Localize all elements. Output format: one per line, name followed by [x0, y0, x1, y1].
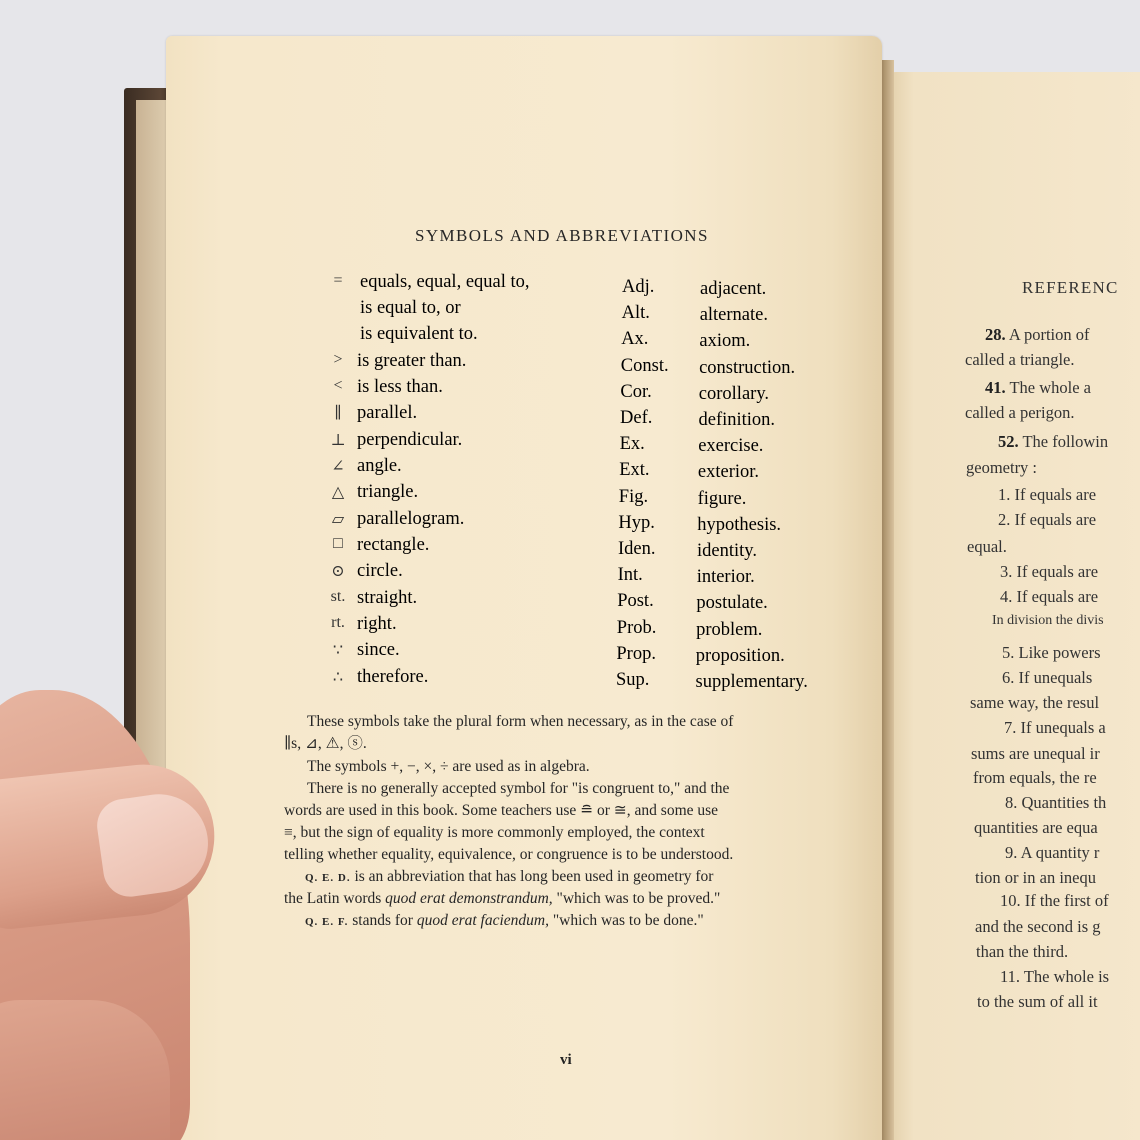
symbol-meaning: is equivalent to.	[360, 324, 478, 344]
abbreviation-meaning: adjacent.	[700, 279, 767, 299]
note-congruent-line-3: ≡, but the sign of equality is more commonly employed, the context	[284, 824, 705, 841]
abbreviation: Ex.	[619, 434, 645, 454]
symbol-meaning: therefore.	[357, 667, 429, 687]
right-page-line	[1000, 891, 1109, 911]
right-page-line	[975, 917, 1101, 937]
right-page-line	[998, 485, 1096, 505]
abbreviation: Post.	[617, 591, 654, 611]
symbol-meaning: angle.	[357, 456, 402, 476]
note-congruent-line-2: words are used in this book. Some teachers use ≘ or ≅, and some use	[284, 802, 719, 819]
right-page-line	[1000, 967, 1109, 987]
symbol-glyph: =	[333, 272, 343, 289]
page-title: SYMBOLS AND ABBREVIATIONS	[415, 226, 709, 245]
symbol-meaning: parallelogram.	[357, 509, 465, 529]
right-page-line	[1004, 718, 1106, 738]
right-page-line	[966, 458, 1037, 478]
page-number: vi	[560, 1052, 572, 1068]
symbol-glyph: ⊙	[331, 563, 345, 580]
abbreviation-meaning: figure.	[697, 489, 747, 509]
abbreviation: Def.	[620, 408, 653, 428]
right-page-title: REFERENC	[1022, 278, 1119, 297]
reference-text: 1. If equals are	[998, 485, 1097, 504]
abbreviation: Int.	[617, 565, 643, 585]
right-page-line	[971, 744, 1100, 764]
right-page-line	[998, 510, 1096, 530]
abbreviation: Ax.	[621, 329, 649, 349]
reference-text: 2. If equals are	[998, 510, 1097, 529]
abbreviation-meaning: supplementary.	[695, 672, 808, 692]
reference-text: 4. If equals are	[1000, 587, 1099, 606]
symbol-glyph: rt.	[331, 614, 345, 631]
qed-translation: "which was to be proved."	[552, 890, 721, 907]
note-plural-line-2: ∥s, ⊿, ⚠, ⓢ.	[284, 735, 367, 752]
note-plural-line-1: These symbols take the plural form when necessary, as in the case of	[307, 713, 734, 730]
symbol-glyph: △	[331, 484, 345, 501]
abbreviation-meaning: alternate.	[699, 305, 768, 325]
right-page-line	[967, 537, 1007, 557]
reference-number: 52.	[998, 432, 1019, 451]
reference-text: 8. Quantities th	[1005, 793, 1107, 812]
note-congruent-line-1: There is no generally accepted symbol for "is congruent to," and the	[307, 780, 730, 797]
symbol-meaning: triangle.	[357, 482, 419, 502]
symbol-meaning: rectangle.	[357, 535, 430, 555]
symbol-glyph: >	[333, 351, 343, 368]
reference-text: 11. The whole is	[1000, 967, 1110, 986]
symbol-meaning: right.	[357, 614, 397, 634]
reference-text: sums are unequal ir	[971, 744, 1100, 763]
abbreviation-meaning: interior.	[696, 567, 755, 587]
right-page-line	[970, 693, 1099, 713]
reference-text: A portion of	[1005, 325, 1090, 344]
qed-text: is an abbreviation that has long been used in geometry for	[354, 868, 714, 885]
reference-text: quantities are equa	[974, 818, 1098, 837]
reference-text: 9. A quantity r	[1005, 843, 1100, 862]
abbreviation-meaning: proposition.	[695, 646, 785, 666]
note-qed-line-1	[305, 866, 713, 889]
qed-latin-intro: the Latin words	[284, 890, 386, 907]
reference-text: equal.	[967, 537, 1007, 556]
reference-text: 6. If unequals	[1002, 668, 1093, 687]
reference-number: 41.	[985, 378, 1006, 397]
abbreviation: Sup.	[616, 670, 650, 690]
reference-text: The whole a	[1005, 378, 1092, 397]
abbreviation: Ext.	[619, 460, 650, 480]
abbreviation: Const.	[620, 356, 669, 376]
reference-text: 10. If the first of	[1000, 891, 1109, 910]
symbol-meaning: straight.	[357, 588, 418, 608]
abbreviation-meaning: exterior.	[697, 462, 760, 482]
right-page-line	[985, 378, 1091, 398]
reference-text: tion or in an inequ	[975, 868, 1096, 887]
reference-text: The followin	[1018, 432, 1109, 451]
abbreviation: Hyp.	[618, 513, 655, 533]
symbol-glyph: st.	[330, 588, 346, 605]
reference-number: 28.	[985, 325, 1006, 344]
abbreviation-meaning: exercise.	[698, 436, 764, 456]
right-page-line	[985, 325, 1090, 345]
symbol-glyph: ∴	[332, 669, 344, 686]
right-page-line	[1002, 668, 1092, 688]
note-qed-line-2	[284, 888, 720, 910]
symbol-glyph: ∥	[334, 405, 342, 422]
abbreviation-meaning: identity.	[697, 541, 757, 561]
symbol-meaning: is less than.	[357, 377, 443, 397]
right-page-line	[965, 350, 1074, 370]
right-page-line	[965, 403, 1075, 423]
reference-text: same way, the resul	[970, 693, 1100, 712]
qed-abbreviation: Q. E. D.	[305, 872, 351, 884]
right-page-line	[1000, 562, 1098, 582]
qef-abbreviation: Q. E. F.	[305, 916, 349, 928]
qed-latin: quod erat demonstrandum,	[385, 890, 553, 907]
reference-text: and the second is g	[975, 917, 1101, 936]
reference-text: 7. If unequals a	[1004, 718, 1106, 737]
symbol-meaning: is greater than.	[357, 351, 467, 371]
note-congruent-line-4: telling whether equality, equivalence, or congruence is to be understood.	[284, 846, 734, 863]
abbreviation: Adj.	[622, 277, 655, 297]
right-page-line	[974, 818, 1098, 838]
left-page	[166, 36, 882, 1140]
finger	[0, 1000, 170, 1140]
reference-text: to the sum of all it	[977, 992, 1098, 1011]
note-algebra: The symbols +, −, ×, ÷ are used as in algebra.	[307, 758, 590, 775]
abbreviation: Prob.	[616, 618, 657, 638]
reference-text: than the third.	[976, 942, 1069, 961]
reference-text: called a triangle.	[965, 350, 1075, 369]
abbreviation-meaning: construction.	[699, 358, 796, 378]
reference-text: from equals, the re	[973, 768, 1097, 787]
reference-text: geometry :	[966, 458, 1038, 477]
symbol-meaning: parallel.	[357, 403, 418, 423]
symbol-glyph: ▱	[331, 511, 345, 528]
abbreviation: Prop.	[616, 644, 656, 664]
right-page-line	[1002, 643, 1101, 663]
note-qef	[305, 910, 704, 933]
qef-intro: stands for	[348, 912, 417, 929]
reference-text: In division the divis	[992, 613, 1104, 628]
abbreviation-meaning: problem.	[696, 620, 763, 640]
symbol-glyph: ∠	[331, 458, 345, 475]
abbreviation: Fig.	[618, 487, 649, 507]
symbol-glyph: ⊥	[330, 432, 346, 449]
symbol-glyph: ∵	[332, 642, 344, 659]
reference-text: called a perigon.	[965, 403, 1075, 422]
right-page-line	[973, 768, 1097, 788]
symbol-meaning: is equal to, or	[360, 298, 461, 318]
right-page-line	[976, 942, 1068, 962]
abbreviation-meaning: corollary.	[698, 384, 769, 404]
symbol-meaning: perpendicular.	[357, 430, 463, 450]
right-page-line	[1005, 793, 1106, 813]
qef-latin: quod erat faciendum,	[416, 912, 549, 929]
right-page-line	[1000, 587, 1098, 607]
right-page-line	[998, 432, 1108, 452]
right-page-line	[992, 613, 1104, 629]
right-page-line	[1005, 843, 1099, 863]
right-page-line	[975, 868, 1096, 888]
abbreviation-meaning: definition.	[698, 410, 776, 430]
symbol-meaning: since.	[357, 640, 400, 660]
symbol-glyph: □	[333, 535, 343, 552]
qef-translation: "which was to be done."	[548, 912, 704, 929]
symbol-meaning: equals, equal, equal to,	[360, 272, 530, 292]
abbreviation-meaning: postulate.	[696, 593, 768, 613]
reference-text: 5. Like powers	[1002, 643, 1101, 662]
reference-text: 3. If equals are	[1000, 562, 1099, 581]
right-page-line	[977, 992, 1098, 1012]
abbreviation-meaning: hypothesis.	[697, 515, 782, 535]
abbreviation: Iden.	[618, 539, 656, 559]
abbreviation: Alt.	[621, 303, 650, 323]
symbol-meaning: circle.	[357, 561, 403, 581]
symbol-glyph: <	[333, 377, 343, 394]
abbreviation: Cor.	[620, 382, 652, 402]
abbreviation-meaning: axiom.	[699, 331, 751, 351]
